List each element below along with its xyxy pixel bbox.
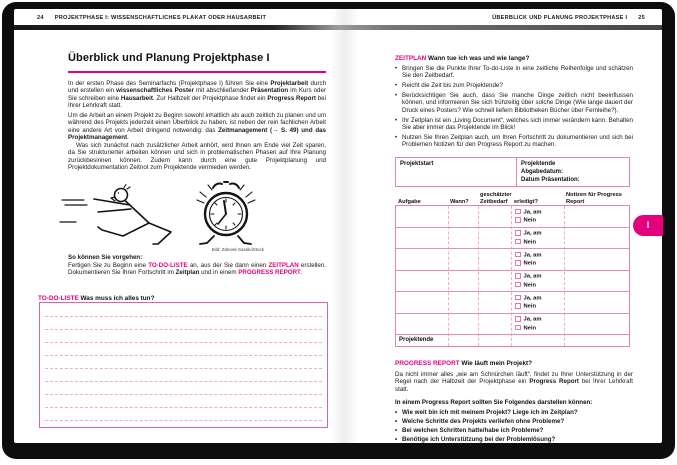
list-item: • Welche Schritte des Projekts verliefen ohne Probleme? [395,418,633,425]
checkbox-icon [515,325,521,331]
task-table-header [395,186,630,205]
todo-list-heading [38,295,330,302]
image-credit: Bild: Zdenek Sasek/iStock [211,247,264,252]
writing-line [45,355,322,356]
column-header: erledigt? [514,198,539,205]
progress-intro: In einem Progress Report sollten Sie Folgendes darstellen können: [395,399,593,406]
writing-line [45,381,322,382]
list-item: • Bringen Sie die Punkte Ihrer To-do-Liste in eine zeitliche Reihenfolge und schätzen Sie den Zeitbedarf. [395,65,633,80]
checkbox-no-label: Nein [523,239,537,246]
list-item: • Ihr Zeitplan ist ein „Living Document“, welches sich immer verändern kann. Behalten Sie aber immer das Projektende im Blick! [395,117,633,132]
checkbox-icon [515,230,521,236]
gutter-shadow [331,9,359,443]
planning-paragraph: Um die Arbeit an einem Projekt zu Beginn sowohl inhaltlich als auch zeitlich zu planen und um während des Projekts jederzeit einen Überblick zu haben, ist neben der rein fachlichen Arbeit eine andere Art von Arbeit dringend notwendig: das Zeitmanagement (→ S. 49) und das Projektmanagement. Was sich zunächst nach zusätzlicher Arbeit anhört, wird Ihnen am Ende viel Zeit sparen, da Sie strukturierter arbeiten können und sich in problematischen Phasen auf Ihre Planung zurückbesinnen können. Zudem kann durch eine gute Projektplanung und Projektdokumentation Zeitnot zum Projektende vermieden werden. [68,112,326,172]
page-title: Überblick und Planung Projektphase I [68,52,270,64]
list-item: • Wie weit bin ich mit meinem Projekt? Liege ich im Zeitplan? [395,409,633,416]
writing-line [45,394,322,395]
writing-line [45,420,322,421]
checkbox-icon [515,316,521,322]
progress-report-label: PROGRESS REPORT [395,360,460,367]
column-header: Notizen für Progress Report [566,192,622,205]
writing-line [45,329,322,330]
column-header: Wann? [450,198,469,205]
writing-line [45,316,322,317]
list-item: • Berücksichtigen Sie auch, dass Sie manche Dinge zeitlich nicht beeinflussen können, und informieren Sie sich frühzeitig über solche Dinge (Wie lange dauert der Druck eines Posters? Wie schnell liefern Bibliotheken Bücher über Fernleihe?). [395,92,633,114]
project-end-cell [516,158,629,186]
checkbox-no-label: Nein [523,303,537,310]
checkbox-yes-label: Ja, am [523,230,542,237]
writing-line [45,368,322,369]
checkbox-no-label: Nein [523,282,537,289]
checkbox-no-label: Nein [523,260,537,267]
running-head-right [492,15,645,21]
project-end-label: Projektende [521,161,556,167]
table-row [396,314,629,336]
running-head-right-title: ÜBERBLICK UND PLANUNG PROJEKTPHASE I [492,15,628,21]
writing-line [45,407,322,408]
zeitplan-bullet-list [395,65,633,151]
presentation-date-label: Datum Präsentation: [521,177,580,184]
checkbox-icon [515,217,521,223]
zeitplan-heading [395,55,633,62]
table-row [396,249,629,271]
book-frame [2,2,675,459]
progress-bullet-list [395,409,633,445]
checkbox-icon [515,273,521,279]
table-row [396,228,629,250]
todo-list-label: TO-DO-LISTE [38,295,79,302]
checkbox-icon [515,303,521,309]
task-table [395,205,630,347]
table-footer-row [396,335,629,347]
checkbox-yes-label: Ja, am [523,273,542,280]
checkbox-yes-label: Ja, am [523,316,542,323]
running-head-left-title: PROJEKTPHASE I: WISSENSCHAFTLICHES PLAKAT ODER HAUSARBEIT [54,15,267,21]
list-item: • Nutzen Sie Ihren Zeitplan auch, um Ihren Fortschritt zu dokumentieren und sich bei Problemen Notizen für den Progress Report zu machen. [395,134,633,149]
title-underline [68,71,326,73]
progress-report-question: Wie läuft mein Projekt? [461,360,533,367]
procedure-intro: So können Sie vorgehen: [68,254,143,261]
checkbox-yes-label: Ja, am [523,252,542,259]
progress-report-heading [395,360,635,367]
checkbox-yes-label: Ja, am [523,209,542,216]
procedure-paragraph: Fertigen Sie zu Beginn eine TO-DO-LISTE an, aus der Sie dann einen ZEITPLAN erstellen. Dokumentieren Sie Ihren Fortschritt im Zeitplan und in einem PROGRESS REPORT. [68,262,327,277]
chapter-tab: I [633,215,663,236]
due-date-label: Abgabedatum: [521,169,563,176]
column-header: geschätzter Zeitbedarf [480,192,512,205]
writing-line [45,342,322,343]
checkbox-no-label: Nein [523,217,537,224]
todo-list-writing-box [39,302,328,428]
page-number-right: 25 [638,15,645,21]
checkbox-icon [515,239,521,245]
page-spread [14,9,662,443]
zeitplan-question: Wann tue ich was und wie lange? [428,55,530,62]
benefit-paragraph: Was sich zunächst nach zusätzlicher Arbeit anhört, wird Ihnen am Ende viel Zeit sparen, da Sie strukturierter arbeiten können und sich in problematischen Phasen auf Ihre Planung zurückbesinnen können. Zudem kann durch eine gute Projektplanung und Projektdokumentation Zeitnot zum Projektende vermieden werden. [68,141,326,172]
checkbox-icon [515,209,521,215]
checkbox-icon [515,260,521,266]
progress-paragraph: Da nicht immer alles „wie am Schnürchen läuft“, findet zu Ihrer Unterstützung in der Regel nach der Halbzeit der Projektphase ein Progress Report bei Ihrer Lehrkraft statt. [395,371,633,393]
table-row [396,206,629,228]
header-rule [14,25,662,30]
zeitplan-label: ZEITPLAN [395,55,427,62]
table-row [396,292,629,314]
list-item: • Reicht die Zeit bis zum Projektende? [395,82,633,89]
table-row [396,271,629,293]
checkbox-yes-label: Ja, am [523,295,542,302]
checkbox-icon [515,252,521,258]
checkbox-icon [515,295,521,301]
list-item: • Benötige ich Unterstützung bei der Problemlösung? [395,436,633,443]
page-number-left: 24 [37,15,44,21]
list-item: • Bei welchen Schritten hatte/habe ich Probleme? [395,427,633,434]
running-man-clock-illustration [54,178,282,246]
project-dates-box [395,157,630,187]
checkbox-no-label: Nein [523,325,537,332]
projektende-label: Projektende [399,337,434,344]
todo-list-question: Was muss ich alles tun? [80,295,155,302]
checkbox-icon [515,282,521,288]
intro-paragraph: In der ersten Phase des Seminarfachs (Projektphase I) führen Sie eine Projektarbeit durch und erstellen ein wissenschaftliches Poster mit abschließender Präsentation im Kurs oder Sie schreiben eine Hausarbeit. Zur Halbzeit der Projektphase findet ein Progress Report bei Ihrer Lehrkraft statt. [68,80,327,110]
column-header: Aufgabe [398,198,421,205]
running-head-left [37,15,266,21]
project-start-cell: Projektstart [400,160,434,167]
